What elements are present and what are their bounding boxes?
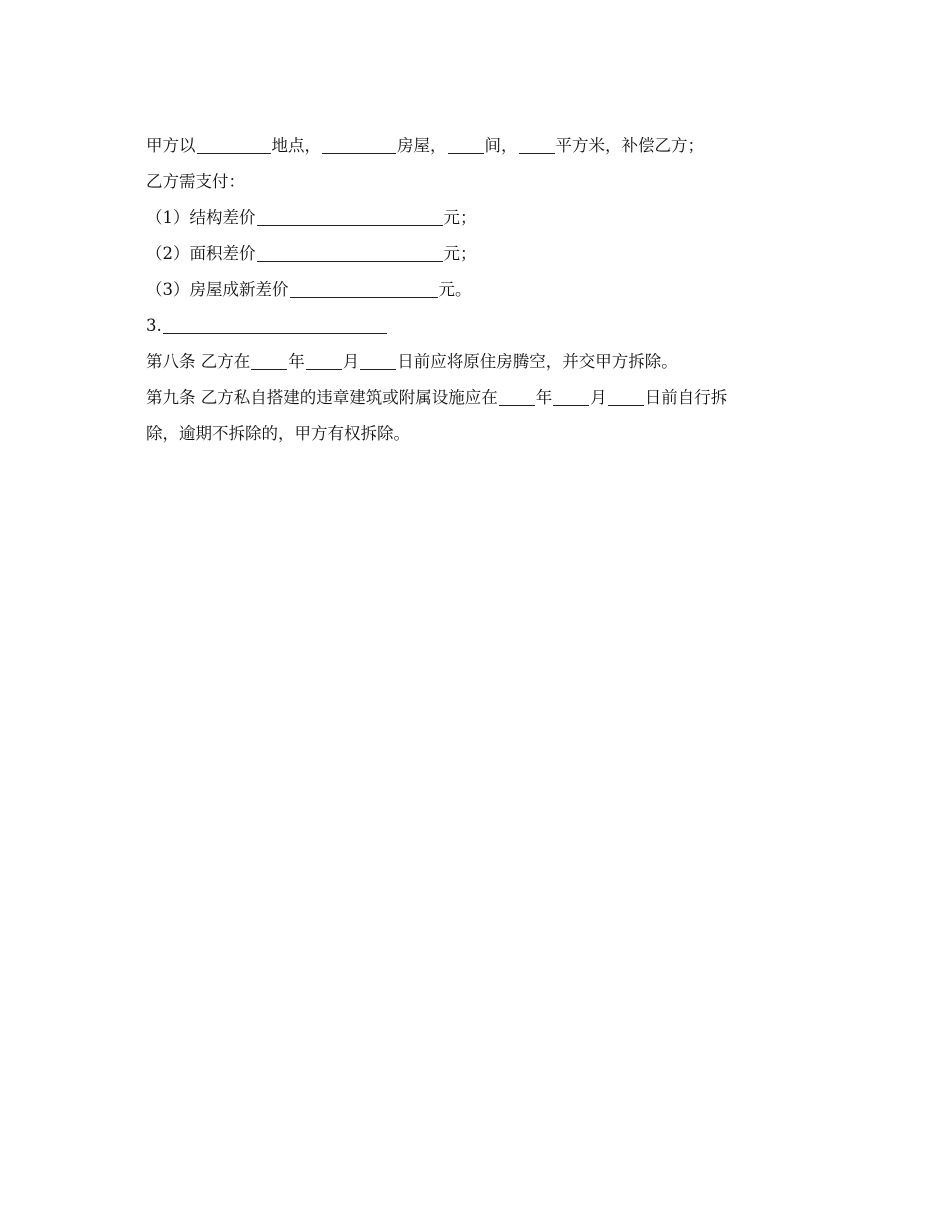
condition-diff-line [146, 272, 806, 308]
area-diff-line [146, 236, 806, 272]
blank-condition-diff[interactable] [290, 279, 438, 298]
text: 甲方以 [146, 136, 196, 155]
article-nine [146, 380, 806, 416]
blank-location[interactable] [197, 135, 271, 154]
text: 房屋， [397, 136, 447, 155]
document-page [146, 128, 806, 452]
blank-year[interactable] [499, 387, 535, 406]
blank-structure-diff[interactable] [257, 207, 443, 226]
compensation-line [146, 128, 806, 164]
blank-year[interactable] [251, 351, 287, 370]
text: 年 [535, 388, 553, 407]
blank-area-diff[interactable] [257, 243, 443, 262]
blank-rooms[interactable] [448, 135, 484, 154]
blank-item-three[interactable] [163, 315, 387, 334]
text: 日前应将原住房腾空，并交甲方拆除。 [397, 352, 678, 371]
item-tail: 元。 [438, 280, 472, 299]
text: 月 [342, 352, 360, 371]
text: 地点， [271, 136, 321, 155]
text: 平方米，补偿乙方； [555, 136, 704, 155]
item-label: （1）结构差价 [146, 208, 256, 227]
blank-month[interactable] [306, 351, 342, 370]
text: 日前自行拆 [644, 388, 728, 407]
blank-area[interactable] [519, 135, 555, 154]
blank-day[interactable] [608, 387, 644, 406]
text: 第九条 乙方私自搭建的违章建筑或附属设施应在 [146, 388, 498, 407]
item-three-line [146, 308, 806, 344]
structure-diff-line [146, 200, 806, 236]
blank-day[interactable] [360, 351, 396, 370]
article-eight [146, 344, 806, 380]
item-tail: 元； [443, 244, 477, 263]
text: 月 [590, 388, 607, 407]
item-tail: 元； [443, 208, 477, 227]
article-nine-continued: 除，逾期不拆除的，甲方有权拆除。 [146, 424, 410, 443]
text: 第八条 乙方在 [146, 352, 251, 371]
item-number: 3. [146, 316, 162, 335]
item-label: （2）面积差价 [146, 244, 256, 263]
blank-month[interactable] [553, 387, 589, 406]
text: 间， [484, 136, 518, 155]
item-label: （3）房屋成新差价 [146, 280, 289, 299]
blank-house[interactable] [322, 135, 396, 154]
payment-heading: 乙方需支付： [146, 172, 245, 191]
text: 年 [288, 352, 305, 371]
